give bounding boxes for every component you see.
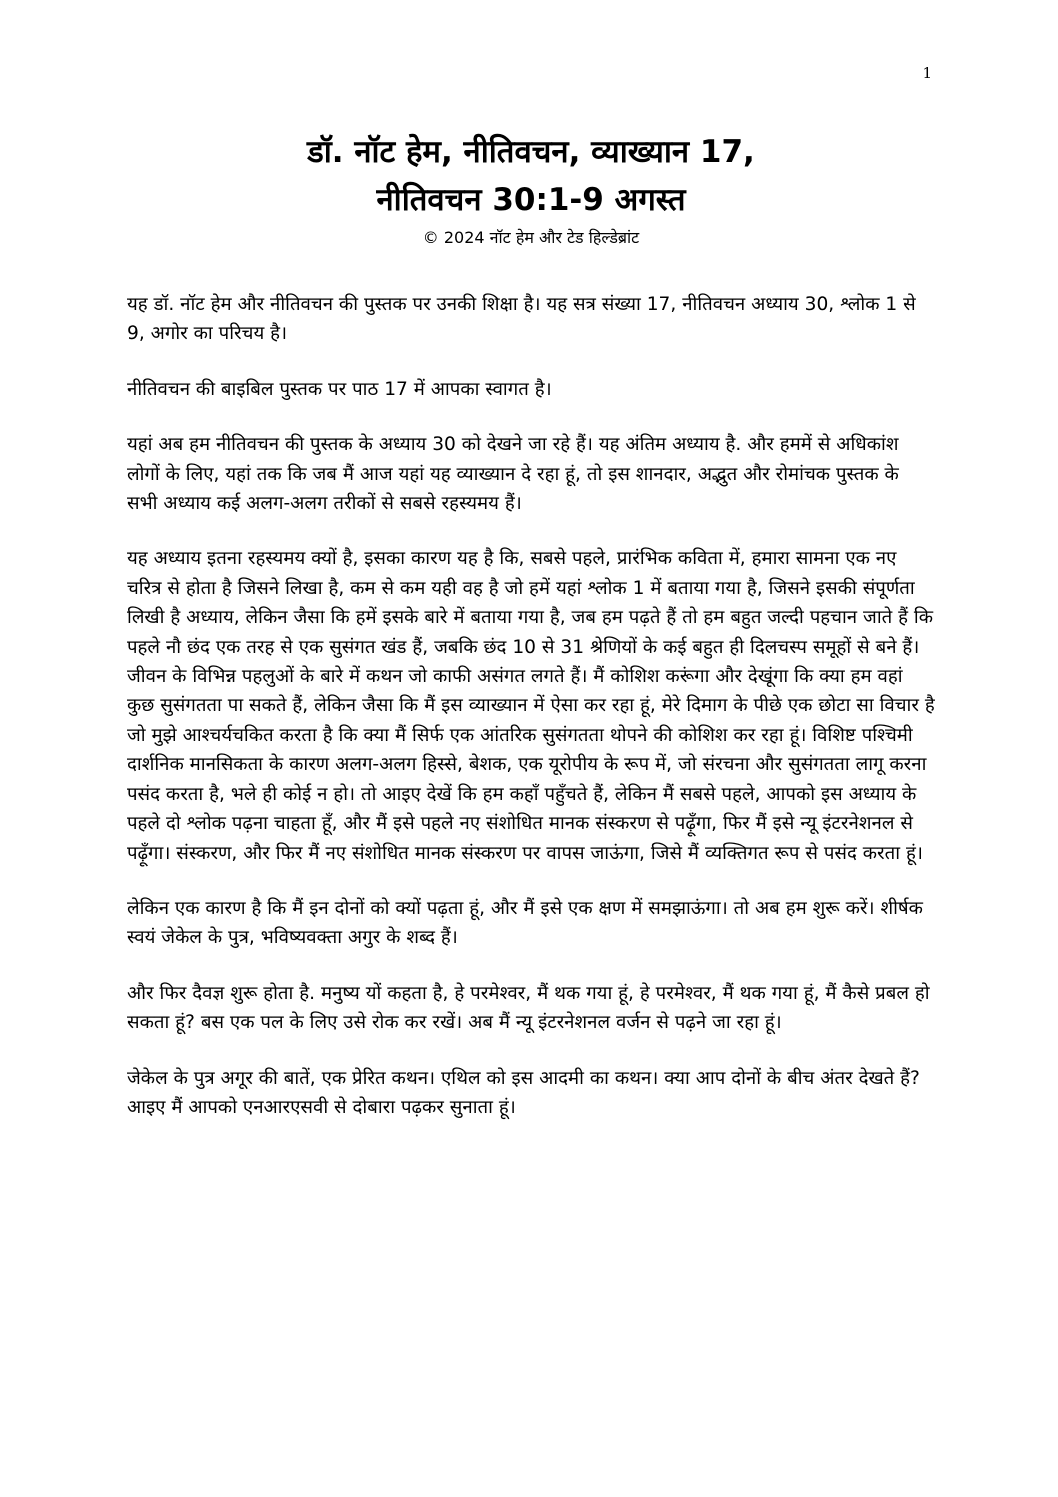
paragraph-agur: जेकेल के पुत्र अगूर की बातें, एक प्रेरित कथन। एथिल को इस आदमी का कथन। क्या आप दोनों के बीच अंतर देखते हैं? आइए मैं आपको एनआरएसवी से दोबारा पढ़कर सुनाता हूं। xyxy=(127,1067,920,1118)
copyright-notice: © 2024 नॉट हेम और टेड हिल्डेब्रांट xyxy=(422,228,640,247)
document-title-line-2: नीतिवचन 30:1-9 अगस्त xyxy=(376,182,686,218)
document-title-line-1: डॉ. नॉट हेम, नीतिवचन, व्याख्यान 17, xyxy=(307,134,755,170)
paragraph-oracle: और फिर दैवज्ञ शुरू होता है. मनुष्य यों कहता है, हे परमेश्वर, मैं थक गया हूं, हे परमेश्वर, मैं थक गया हूं, मैं कैसे प्रबल हो सकता हूं? बस एक पल के लिए उसे रोक कर रखें। अब मैं न्यू इंटरनेशनल वर्जन से पढ़ने जा रहा हूं। xyxy=(127,982,930,1034)
page-number: 1 xyxy=(922,64,932,82)
paragraph-welcome: नीतिवचन की बाइबिल पुस्तक पर पाठ 17 में आपका स्वागत है। xyxy=(127,378,552,400)
document-body xyxy=(127,290,935,1148)
paragraph-reason: लेकिन एक कारण है कि मैं इन दोनों को क्यों पढ़ता हूं, और मैं इसे एक क्षण में समझाऊंगा। तो अब हम शुरू करें। शीर्षक स्वयं जेकेल के पुत्र, भविष्यवक्ता अगुर के शब्द हैं। xyxy=(127,897,923,949)
paragraph-chapter-30: यहां अब हम नीतिवचन की पुस्तक के अध्याय 30 को देखने जा रहे हैं। यह अंतिम अध्याय है. और हममें से अधिकांश लोगों के लिए, यहां तक कि जब मैं आज यहां यह व्याख्यान दे रहा हूं, तो इस शानदार, अद्भुत और रोमांचक पुस्तक के सभी अध्याय कई अलग-अलग तरीकों से सबसे रहस्यमय हैं। xyxy=(127,434,899,515)
paragraph-intro: यह डॉ. नॉट हेम और नीतिवचन की पुस्तक पर उनकी शिक्षा है। यह सत्र संख्या 17, नीतिवचन अध्याय 30, श्लोक 1 से 9, अगोर का परिचय है। xyxy=(127,294,916,345)
title-block xyxy=(127,128,935,250)
paragraph-mystery: यह अध्याय इतना रहस्यमय क्यों है, इसका कारण यह है कि, सबसे पहले, प्रारंभिक कविता में, हमारा सामना एक नए चरित्र से होता है जिसने लिखा है, कम से कम यही वह है जो हमें यहां श्लोक 1 में बताया गया है, जिसने इसकी संपूर्णता लिखी है अध्याय, लेकिन जैसा कि हमें इसके बारे में बताया गया है, जब हम पढ़ते हैं तो हम बहुत जल्दी पहचान जाते हैं कि पहले नौ छंद एक तरह से एक सुसंगत खंड हैं, जबकि छंद 10 से 31 श्रेणियों के कई बहुत ही दिलचस्प समूहों से बने हैं। जीवन के विभिन्न पहलुओं के बारे में कथन जो काफी असंगत लगते हैं। मैं कोशिश करूंगा और देखूंगा कि क्या हम वहां कुछ सुसंगतता पा सकते हैं, लेकिन जैसा कि मैं इस व्याख्यान में ऐसा कर रहा हूं, मेरे दिमाग के पीछे एक छोटा सा विचार है जो मुझे आश्चर्यचकित करता है कि क्या मैं सिर्फ एक आंतरिक सुसंगतता थोपने की कोशिश कर रहा हूं। विशिष्ट पश्चिमी दार्शनिक मानसिकता के कारण अलग-अलग हिस्से, बेशक, एक यूरोपीय के रूप में, जो संरचना और सुसंगतता लागू करना पसंद करता है, भले ही कोई न हो। तो आइए देखें कि हम कहाँ पहुँचते हैं, लेकिन मैं सबसे पहले, आपको इस अध्याय के पहले दो श्लोक पढ़ना चाहता हूँ, और मैं इसे पहले नए संशोधित मानक संस्करण से पढ़ूँगा, फिर मैं इसे न्यू इंटरनेशनल से पढ़ूँगा। संस्करण, और फिर मैं नए संशोधित मानक संस्करण पर वापस जाऊंगा, जिसे मैं व्यक्तिगत रूप से पसंद करता हूं। xyxy=(127,548,935,864)
